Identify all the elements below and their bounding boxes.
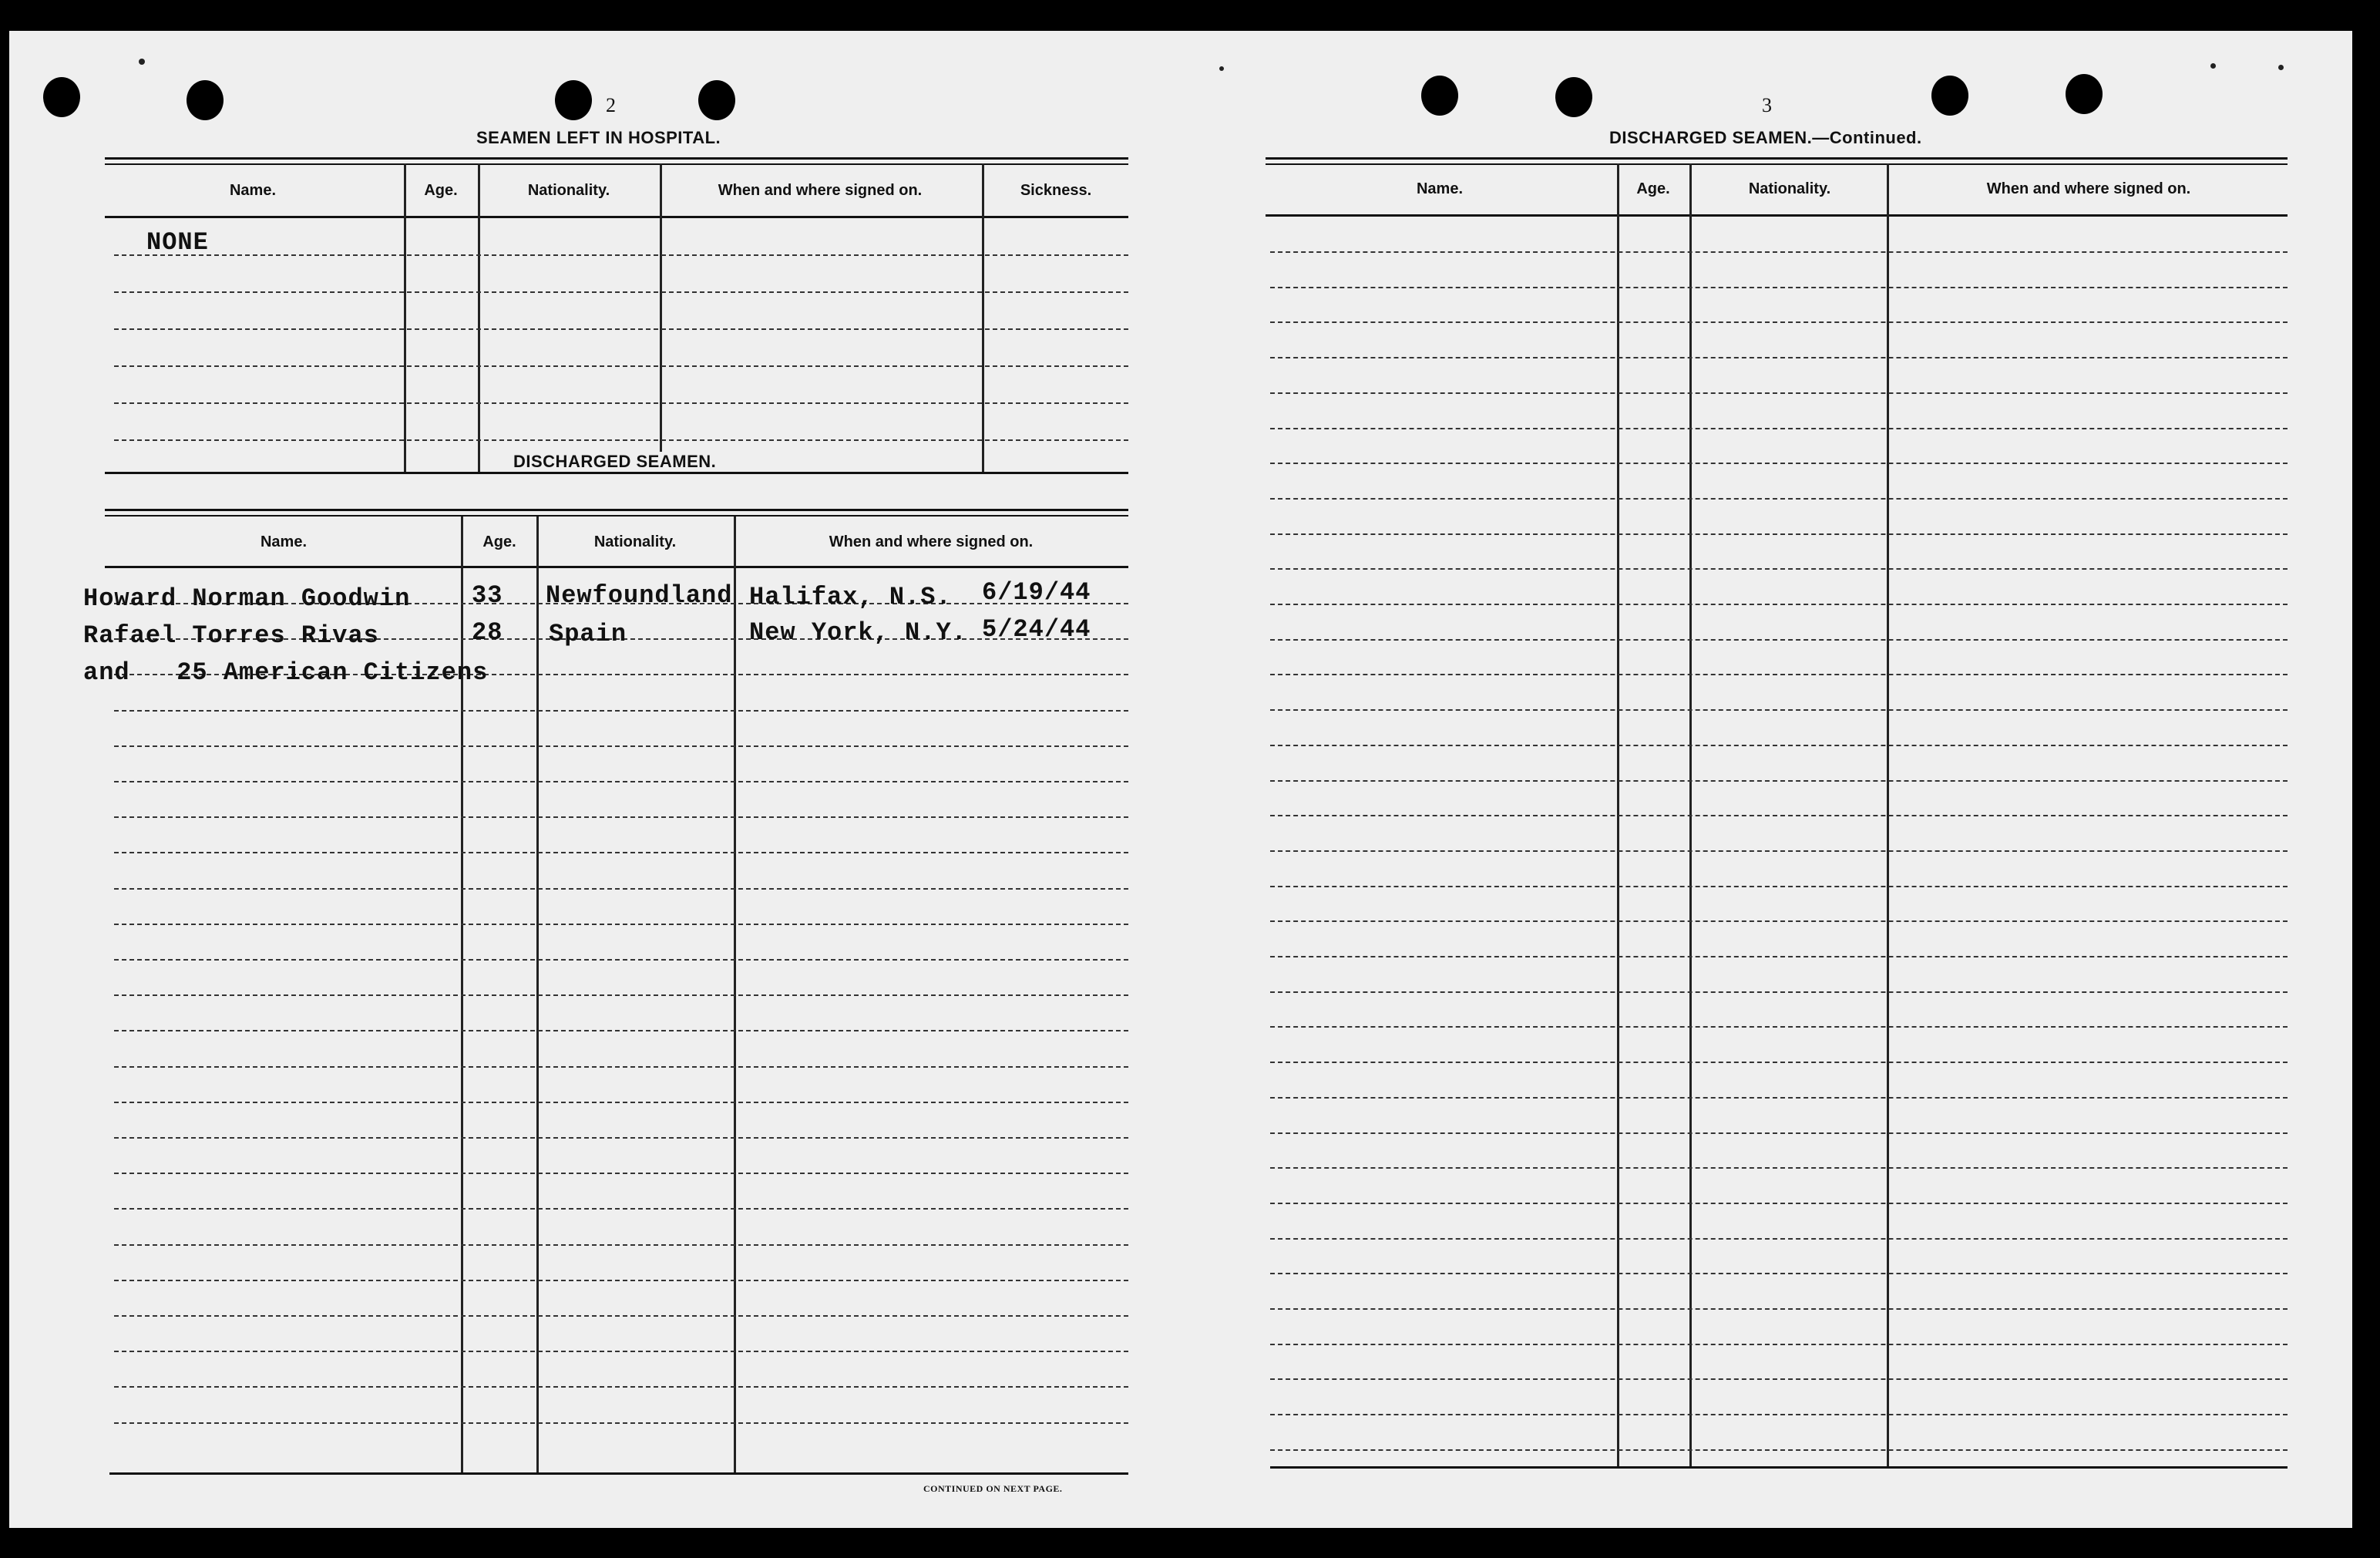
punch-hole xyxy=(1555,77,1592,117)
ruled-line xyxy=(114,781,1128,782)
rule xyxy=(105,163,1128,165)
ruled-line xyxy=(1270,956,2288,957)
punch-hole xyxy=(187,80,224,120)
ruled-line xyxy=(1270,1238,2288,1240)
ruled-line xyxy=(1270,392,2288,394)
ruled-line xyxy=(1270,1062,2288,1063)
ruled-line xyxy=(114,745,1128,747)
punch-hole xyxy=(1421,76,1458,116)
discharged-date-1: 6/19/44 xyxy=(982,578,1091,607)
continued-note: CONTINUED ON NEXT PAGE. xyxy=(923,1483,1063,1494)
rule xyxy=(105,216,1128,218)
discharged-section-title: DISCHARGED SEAMEN. xyxy=(509,452,721,472)
hospital-header-nationality: Nationality. xyxy=(527,182,610,199)
ruled-line xyxy=(1270,886,2288,887)
hospital-entry: NONE xyxy=(146,228,209,257)
ruled-line xyxy=(114,328,1128,330)
ruled-line xyxy=(1270,1414,2288,1415)
ruled-line xyxy=(114,1208,1128,1210)
ruled-line xyxy=(1270,1203,2288,1204)
ruled-line xyxy=(1270,920,2288,922)
ruled-line xyxy=(1270,604,2288,605)
discharged-nationality-1: Newfoundland xyxy=(546,581,733,610)
ruled-line xyxy=(1270,428,2288,429)
ruled-line xyxy=(1270,287,2288,288)
ruled-line xyxy=(1270,850,2288,852)
discharged-header-signed-on: When and where signed on. xyxy=(829,533,1034,550)
punch-hole xyxy=(555,80,592,120)
ruled-line xyxy=(1270,1167,2288,1169)
ruled-line xyxy=(114,1386,1128,1388)
hospital-section-title: SEAMEN LEFT IN HOSPITAL. xyxy=(476,128,721,147)
ruled-line xyxy=(1270,1308,2288,1310)
ruled-line xyxy=(1270,1132,2288,1134)
right-header-nationality: Nationality. xyxy=(1748,180,1831,197)
ruled-line xyxy=(1270,498,2288,500)
punch-hole xyxy=(43,77,80,117)
rule xyxy=(1266,214,2288,217)
discharged-place-2: New York, N.Y. xyxy=(749,618,967,647)
ruled-line xyxy=(1270,251,2288,253)
ruled-line xyxy=(1270,568,2288,570)
ruled-line xyxy=(114,1066,1128,1068)
ruled-line xyxy=(114,710,1128,712)
discharged-header-age: Age. xyxy=(482,533,516,550)
ruled-line xyxy=(1270,1344,2288,1345)
speck xyxy=(139,59,145,65)
rule xyxy=(105,472,1128,474)
punch-hole xyxy=(698,80,735,120)
right-header-name: Name. xyxy=(1416,180,1464,197)
ruled-line xyxy=(114,1173,1128,1174)
ruled-line xyxy=(1270,1026,2288,1028)
discharged-age-1: 33 xyxy=(472,581,503,610)
ruled-line xyxy=(114,254,1128,256)
speck xyxy=(1219,66,1224,71)
rule xyxy=(1266,163,2288,165)
ruled-line xyxy=(1270,639,2288,641)
ruled-line xyxy=(114,1315,1128,1317)
discharged-nationality-2: Spain xyxy=(549,620,627,648)
ruled-line xyxy=(114,439,1128,441)
right-header-age: Age. xyxy=(1636,180,1670,197)
hospital-header-name: Name. xyxy=(229,182,277,199)
ruled-line xyxy=(1270,709,2288,711)
ruled-line xyxy=(1270,321,2288,323)
ruled-line xyxy=(114,1102,1128,1103)
rule xyxy=(105,157,1128,160)
ruled-line xyxy=(1270,674,2288,675)
right-header-signed-on: When and where signed on. xyxy=(1986,180,2191,197)
rule xyxy=(105,509,1128,511)
ruled-line xyxy=(114,365,1128,367)
discharged-continued-title: DISCHARGED SEAMEN.—Continued. xyxy=(1609,128,1922,147)
ruled-line xyxy=(1270,533,2288,535)
column-divider xyxy=(404,163,406,472)
discharged-name-1: Howard Norman Goodwin xyxy=(83,584,411,613)
column-divider xyxy=(982,163,984,472)
ruled-line xyxy=(1270,1449,2288,1451)
discharged-age-2: 28 xyxy=(472,618,503,647)
ruled-line xyxy=(114,959,1128,961)
ruled-line xyxy=(114,291,1128,293)
ruled-line xyxy=(1270,991,2288,993)
ruled-line xyxy=(114,1030,1128,1031)
discharged-date-2: 5/24/44 xyxy=(982,615,1091,644)
ruled-line xyxy=(1270,1273,2288,1274)
column-divider xyxy=(478,163,480,472)
hospital-header-sickness: Sickness. xyxy=(1020,182,1092,199)
page-number-left: 2 xyxy=(606,94,616,116)
discharged-name-2: Rafael Torres Rivas xyxy=(83,621,379,650)
ruled-line xyxy=(114,1422,1128,1424)
ruled-line xyxy=(114,888,1128,890)
rule xyxy=(105,566,1128,568)
rule xyxy=(1266,157,2288,160)
ruled-line xyxy=(1270,780,2288,782)
hospital-header-signed-on: When and where signed on. xyxy=(718,182,923,199)
ruled-line xyxy=(114,924,1128,925)
discharged-place-1: Halifax, N.S. xyxy=(749,583,952,611)
speck xyxy=(2278,65,2284,70)
ruled-line xyxy=(1270,1378,2288,1380)
ruled-line xyxy=(114,994,1128,996)
ruled-line xyxy=(1270,815,2288,816)
page-number-right: 3 xyxy=(1762,94,1772,116)
ruled-line xyxy=(1270,463,2288,464)
rule xyxy=(1270,1466,2288,1469)
ruled-line xyxy=(114,402,1128,404)
ruled-line xyxy=(114,1244,1128,1246)
ruled-line xyxy=(1270,1097,2288,1099)
punch-hole xyxy=(2066,74,2103,114)
ruled-line xyxy=(1270,357,2288,358)
speck xyxy=(2210,63,2216,69)
document-sheet xyxy=(9,31,2352,1528)
discharged-header-name: Name. xyxy=(260,533,308,550)
ruled-line xyxy=(114,1137,1128,1139)
discharged-header-nationality: Nationality. xyxy=(593,533,677,550)
rule xyxy=(109,1472,1128,1475)
rule xyxy=(105,515,1128,517)
ruled-line xyxy=(114,1280,1128,1281)
ruled-line xyxy=(114,852,1128,853)
hospital-header-age: Age. xyxy=(424,182,458,199)
ruled-line xyxy=(114,816,1128,818)
punch-hole xyxy=(1931,76,1968,116)
ruled-line xyxy=(1270,745,2288,746)
column-divider xyxy=(660,163,662,472)
ruled-line xyxy=(114,1351,1128,1352)
discharged-name-3: and 25 American Citizens xyxy=(83,658,489,687)
